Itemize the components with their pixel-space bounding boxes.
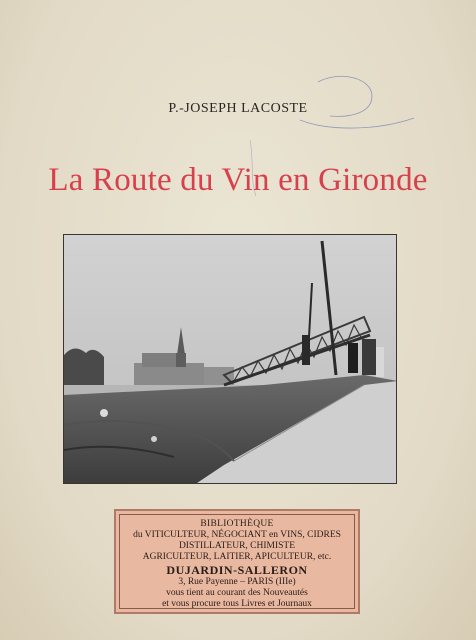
author-name: P.-JOSEPH LACOSTE [168, 101, 308, 116]
label-line-trades-3: AGRICULTEUR, LAITIER, APICULTEUR, etc. [142, 552, 332, 562]
label-line-library: BIBLIOTHÈQUE [200, 519, 274, 529]
label-line-trades-2: DISTILLATEUR, CHIMISTE [178, 541, 296, 551]
bookseller-label [114, 509, 360, 614]
label-line-news: vous tient au courant des Nouveautés [166, 588, 308, 598]
label-line-bookseller-name: DUJARDIN-SALLERON [166, 563, 308, 577]
label-line-address: 3, Rue Payenne – PARIS (IIIe) [178, 577, 296, 587]
label-line-supply: et vous procure tous Livres et Journaux [162, 599, 312, 609]
bookseller-label-frame [119, 514, 355, 609]
book-title: La Route du Vin en Gironde [48, 162, 428, 198]
label-line-trades-1: du VITICULTEUR, NÉGOCIANT en VINS, CIDRES [133, 530, 341, 540]
bridge-photo-image [64, 235, 397, 484]
cover-photograph [63, 234, 397, 484]
